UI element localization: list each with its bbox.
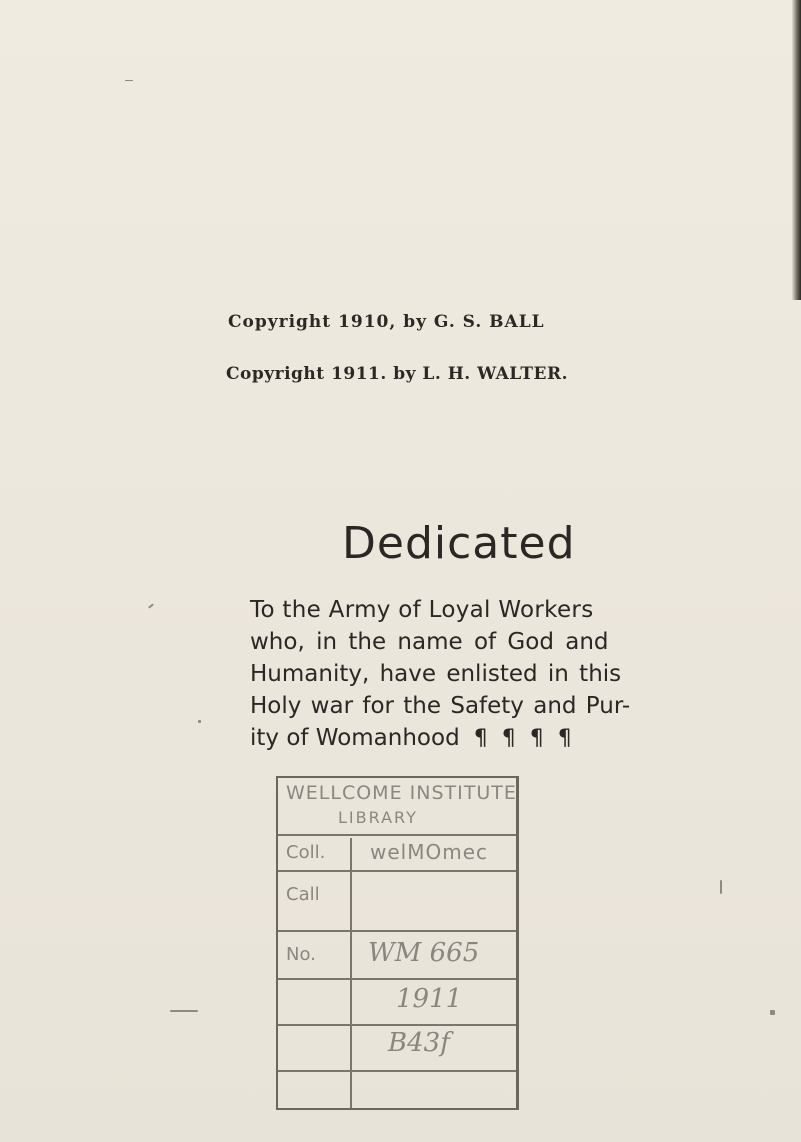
pilcrow-ornament: ¶ (501, 726, 516, 751)
stamp-column-rule (350, 838, 352, 1108)
page-edge-shadow (792, 0, 801, 300)
dedication-heading: Dedicated (342, 518, 576, 569)
dedication-line: To the Army of Loyal Workers (250, 597, 594, 623)
stamp-institution: WELLCOME INSTITUTE (286, 782, 517, 804)
dedication-line (250, 722, 630, 755)
copyright-line-2: Copyright 1911. by L. H. WALTER. (226, 364, 569, 384)
dedication-line: who, in the name of God and (250, 629, 609, 655)
pilcrow-ornament: ¶ (473, 726, 488, 751)
dedication-line: Holy war for the Safety and Pur- (250, 693, 631, 719)
stamp-rule (278, 1070, 516, 1072)
stamp-rule (278, 834, 516, 836)
stamp-no-label: No. (286, 944, 316, 965)
stamp-shelf-value: B43f (388, 1028, 450, 1058)
stamp-rule (278, 978, 516, 980)
dedication-text (250, 594, 630, 755)
copyright-line-1: Copyright 1910, by G. S. BALL (228, 312, 545, 332)
stamp-rule (278, 870, 516, 872)
stamp-library: LIBRARY (338, 808, 418, 827)
stamp-year-value: 1911 (396, 984, 463, 1014)
pilcrow-ornament: ¶ (557, 726, 572, 751)
dedication-line-text: ity of Womanhood (250, 725, 460, 751)
stamp-rule (278, 930, 516, 932)
pilcrow-ornament: ¶ (529, 726, 544, 751)
paper-speck (125, 80, 133, 81)
stamp-rule (278, 1024, 516, 1026)
paper-speck (170, 1010, 198, 1012)
paper-speck (148, 603, 154, 608)
library-stamp (276, 776, 519, 1110)
stamp-no-value: WM 665 (368, 938, 480, 968)
paper-speck (198, 720, 201, 723)
paper-speck (720, 880, 722, 894)
dedication-line: Humanity, have enlisted in this (250, 661, 622, 687)
paper-speck (770, 1010, 775, 1015)
stamp-coll-value: welMOmec (370, 840, 488, 864)
stamp-call-label: Call (286, 884, 320, 905)
stamp-coll-label: Coll. (286, 842, 326, 863)
